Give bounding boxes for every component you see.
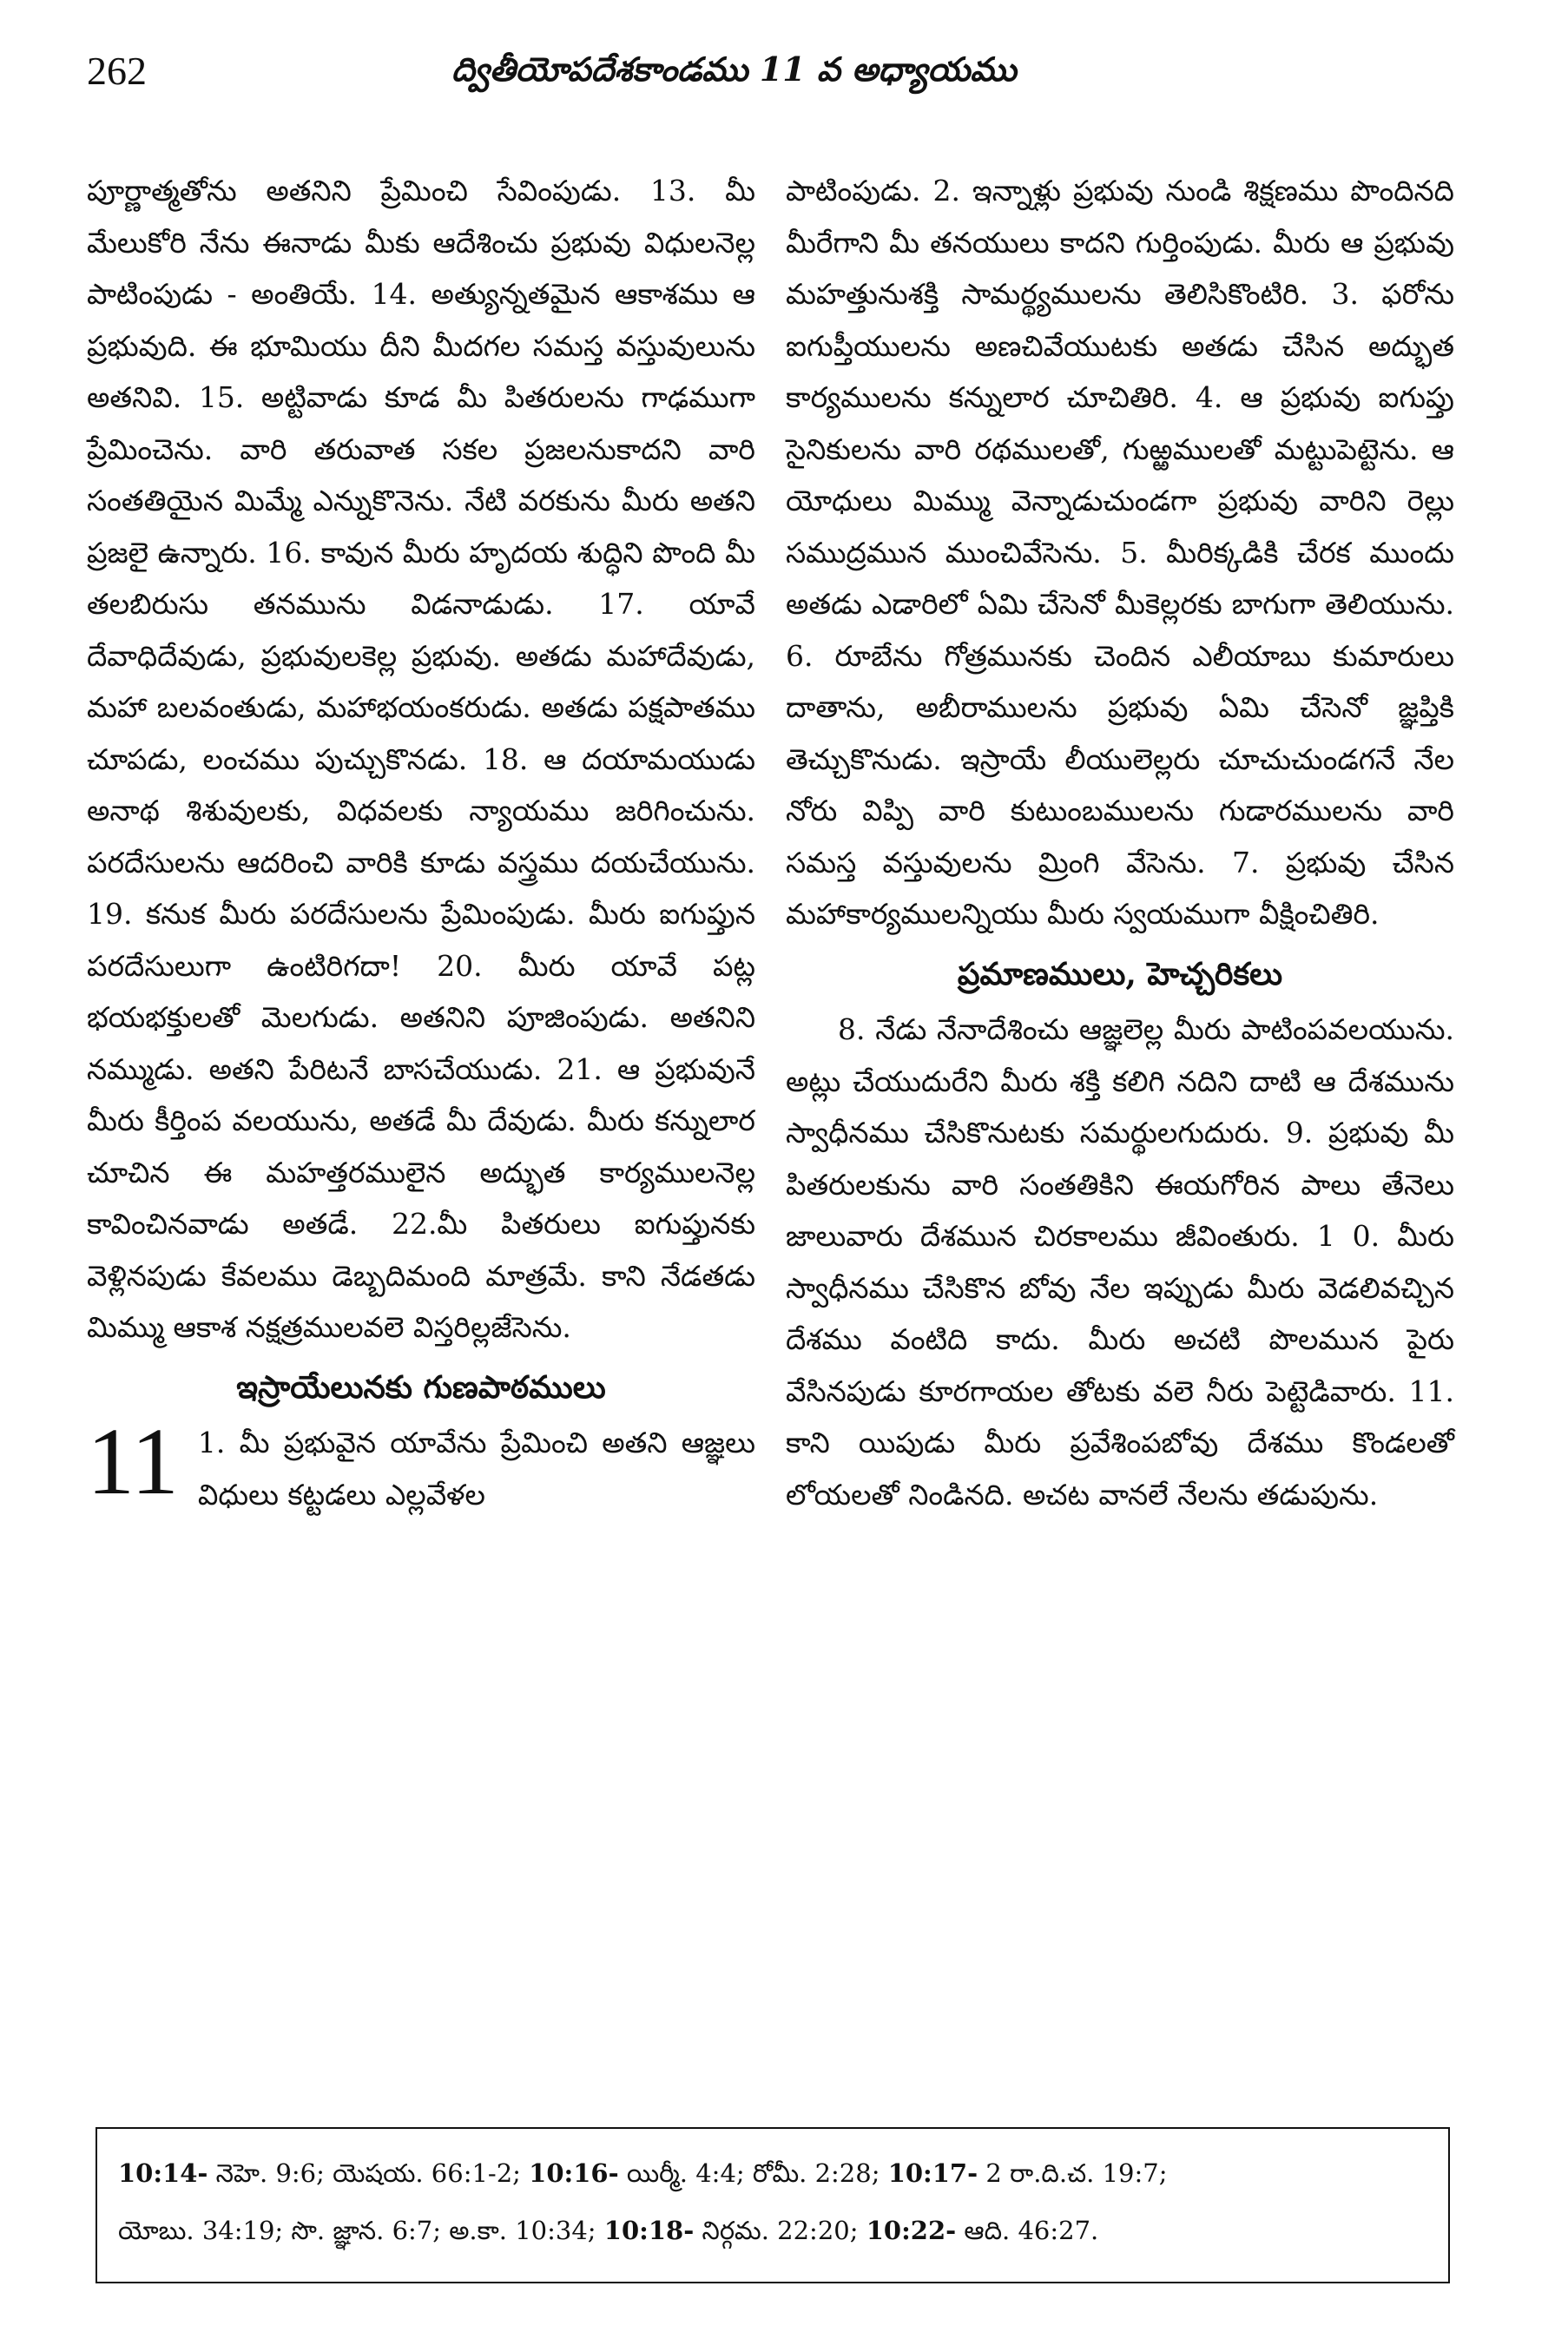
footnote-text: యిర్మీ. 4:4; రోమీ. 2:28; — [618, 2158, 888, 2188]
section-heading-left: ఇస్రాయేలునకు గుణపాఠములు — [236, 1368, 606, 1406]
page-number: 262 — [87, 49, 147, 93]
footnote-text: 2 రా.ది.చ. 19:7; — [978, 2158, 1168, 2188]
chapter-number: 11 — [87, 1408, 179, 1514]
footnote-text: ఆది. 46:27. — [956, 2216, 1099, 2245]
footnote-line-1 — [118, 2144, 1427, 2202]
section-heading-right: ప్రమాణములు, హెచ్చరికలు — [957, 955, 1283, 992]
right-column-text-bottom: 8. నేడు నేనాదేశించు ఆజ్ఞలెల్ల మీరు పాటింపవలయును. అట్లు చేయుదురేని మీరు శక్తి కలిగి నదిని దాటి ఆ దేశమును స్వాధీనము చేసికొనుటకు సమర్థులగుదురు. 9. ప్రభువు మీ పితరులకును వారి సంతతికిని ఈయగోరిన పాలు తేనెలు జాలువారు దేశమున చిరకాలము జీవింతురు. 1 0. మీరు స్వాధీనము చేసికొన బోవు నేల ఇప్పుడు మీరు వెడలివచ్చిన దేశము వంటిది కాదు. మీరు అచటి పొలమున పైరు వేసినపుడు కూరగాయల తోటకు వలె నీరు పెట్టెడివారు. 11. కాని యిపుడు మీరు ప్రవేశింపబోవు దేశము కొండలతో లోయలతో నిండినది. అచట వానలే నేలను తడుపును. — [786, 1012, 1454, 1512]
page-header — [87, 48, 1459, 117]
footnote-ref: 10:22- — [866, 2216, 957, 2245]
chapter-start — [87, 1408, 755, 1520]
footnote-text: నెహె. 9:6; యెషయ. 66:1-2; — [208, 2158, 530, 2188]
right-column-text: పాటింపుడు. 2. ఇన్నాళ్లు ప్రభువు నుండి శిక్షణము పొందినది మీరేగాని మీ తనయులు కాదని గుర్తింపుడు. మీరు ఆ ప్రభువు మహత్తునుశక్తి సామర్థ్యములను తెలిసికొంటిరి. 3. ఫరోను ఐగుప్తీయులను అణచివేయుటకు అతడు చేసిన అద్భుత కార్యములను కన్నులార చూచితిరి. 4. ఆ ప్రభువు ఐగుప్తు సైనికులను వారి రథములతో, గుఱ్ఱములతో మట్టుపెట్టెను. ఆ యోధులు మిమ్ము వెన్నాడుచుండగా ప్రభువు వారిని రెల్లు సముద్రమున ముంచివేసెను. 5. మీరిక్కడికి చేరక ముందు అతడు ఎడారిలో ఏమి చేసెనో మీకెల్లరకు బాగుగా తెలియును. 6. రూబేను గోత్రమునకు చెందిన ఎలీయాబు కుమారులు దాతాను, అబీరాములను ప్రభువు ఏమి చేసెనో జ్ఞప్తికి తెచ్చుకొనుడు. ఇస్రాయే లీయులెల్లరు చూచుచుండగనే నేల నోరు విప్పి వారి కుటుంబములను గుడారములను వారి సమస్త వస్తువులను మ్రింగి వేసెను. 7. ప్రభువు చేసిన మహాకార్యములన్నియు మీరు స్వయముగా వీక్షించితిరి. — [786, 174, 1454, 931]
footnote-text: నిర్గమ. 22:20; — [694, 2216, 866, 2245]
left-column-text: పూర్ణాత్మతోను అతనిని ప్రేమించి సేవింపుడు. 13. మీ మేలుకోరి నేను ఈనాడు మీకు ఆదేశించు ప్రభువు విధులనెల్ల పాటింపుడు - అంతియే. 14. అత్యున్నతమైన ఆకాశము ఆ ప్రభువుది. ఈ భూమియు దీని మీదగల సమస్త వస్తువులును అతనివి. 15. అట్టివాడు కూడ మీ పితరులను గాఢముగా ప్రేమించెను. వారి తరువాత సకల ప్రజలనుకాదని వారి సంతతియైన మిమ్మే ఎన్నుకొనెను. నేటి వరకును మీరు అతని ప్రజలై ఉన్నారు. 16. కావున మీరు హృదయ శుద్ధిని పొంది మీ తలబిరుసు తనమును విడనాడుడు. 17. యావే దేవాధిదేవుడు, ప్రభువులకెల్ల ప్రభువు. అతడు మహాదేవుడు, మహా బలవంతుడు, మహాభయంకరుడు. అతడు పక్షపాతము చూపడు, లంచము పుచ్చుకొనడు. 18. ఆ దయామయుడు అనాథ శిశువులకు, విధవలకు న్యాయము జరిగించును. పరదేసులను ఆదరించి వారికి కూడు వస్త్రము దయచేయును. 19. కనుక మీరు పరదేసులను ప్రేమింపుడు. మీరు ఐగుప్తున పరదేసులుగా ఉంటిరిగదా! 20. మీరు యావే పట్ల భయభక్తులతో మెలగుడు. అతనిని పూజింపుడు. అతనిని నమ్ముడు. అతని పేరిటనే బాసచేయుడు. 21. ఆ ప్రభువునే మీరు కీర్తింప వలయును, అతడే మీ దేవుడు. మీరు కన్నులార చూచిన ఈ మహత్తరములైన అద్భుత కార్యములనెల్ల కావించినవాడు అతడే. 22.మీ పితరులు ఐగుప్తునకు వెళ్లినపుడు కేవలము డెబ్బదిమంది మాత్రమే. కాని నేడతడు మిమ్ము ఆకాశ నక్షత్రములవలె విస్తరిల్లజేసెను. — [87, 174, 755, 1344]
right-column — [786, 165, 1454, 1520]
chapter-text: 1. మీ ప్రభువైన యావేను ప్రేమించి అతని ఆజ్ఞలు విధులు కట్టడలు ఎల్లవేళల — [197, 1426, 755, 1512]
footnote-text: యోబు. 34:19; సొ. జ్ఞాన. 6:7; అ.కా. 10:34; — [118, 2216, 604, 2245]
footnote-line-2 — [118, 2202, 1427, 2259]
running-head: ద్వితీయోపదేశకాండము 11 వ అధ్యాయము — [451, 49, 1017, 89]
footnote-ref: 10:17- — [887, 2158, 978, 2188]
left-column — [87, 165, 755, 1520]
footnote-ref: 10:18- — [603, 2216, 695, 2245]
footnote-box — [96, 2127, 1450, 2283]
footnote-ref: 10:14- — [118, 2158, 208, 2188]
footnote-ref: 10:16- — [529, 2158, 619, 2188]
